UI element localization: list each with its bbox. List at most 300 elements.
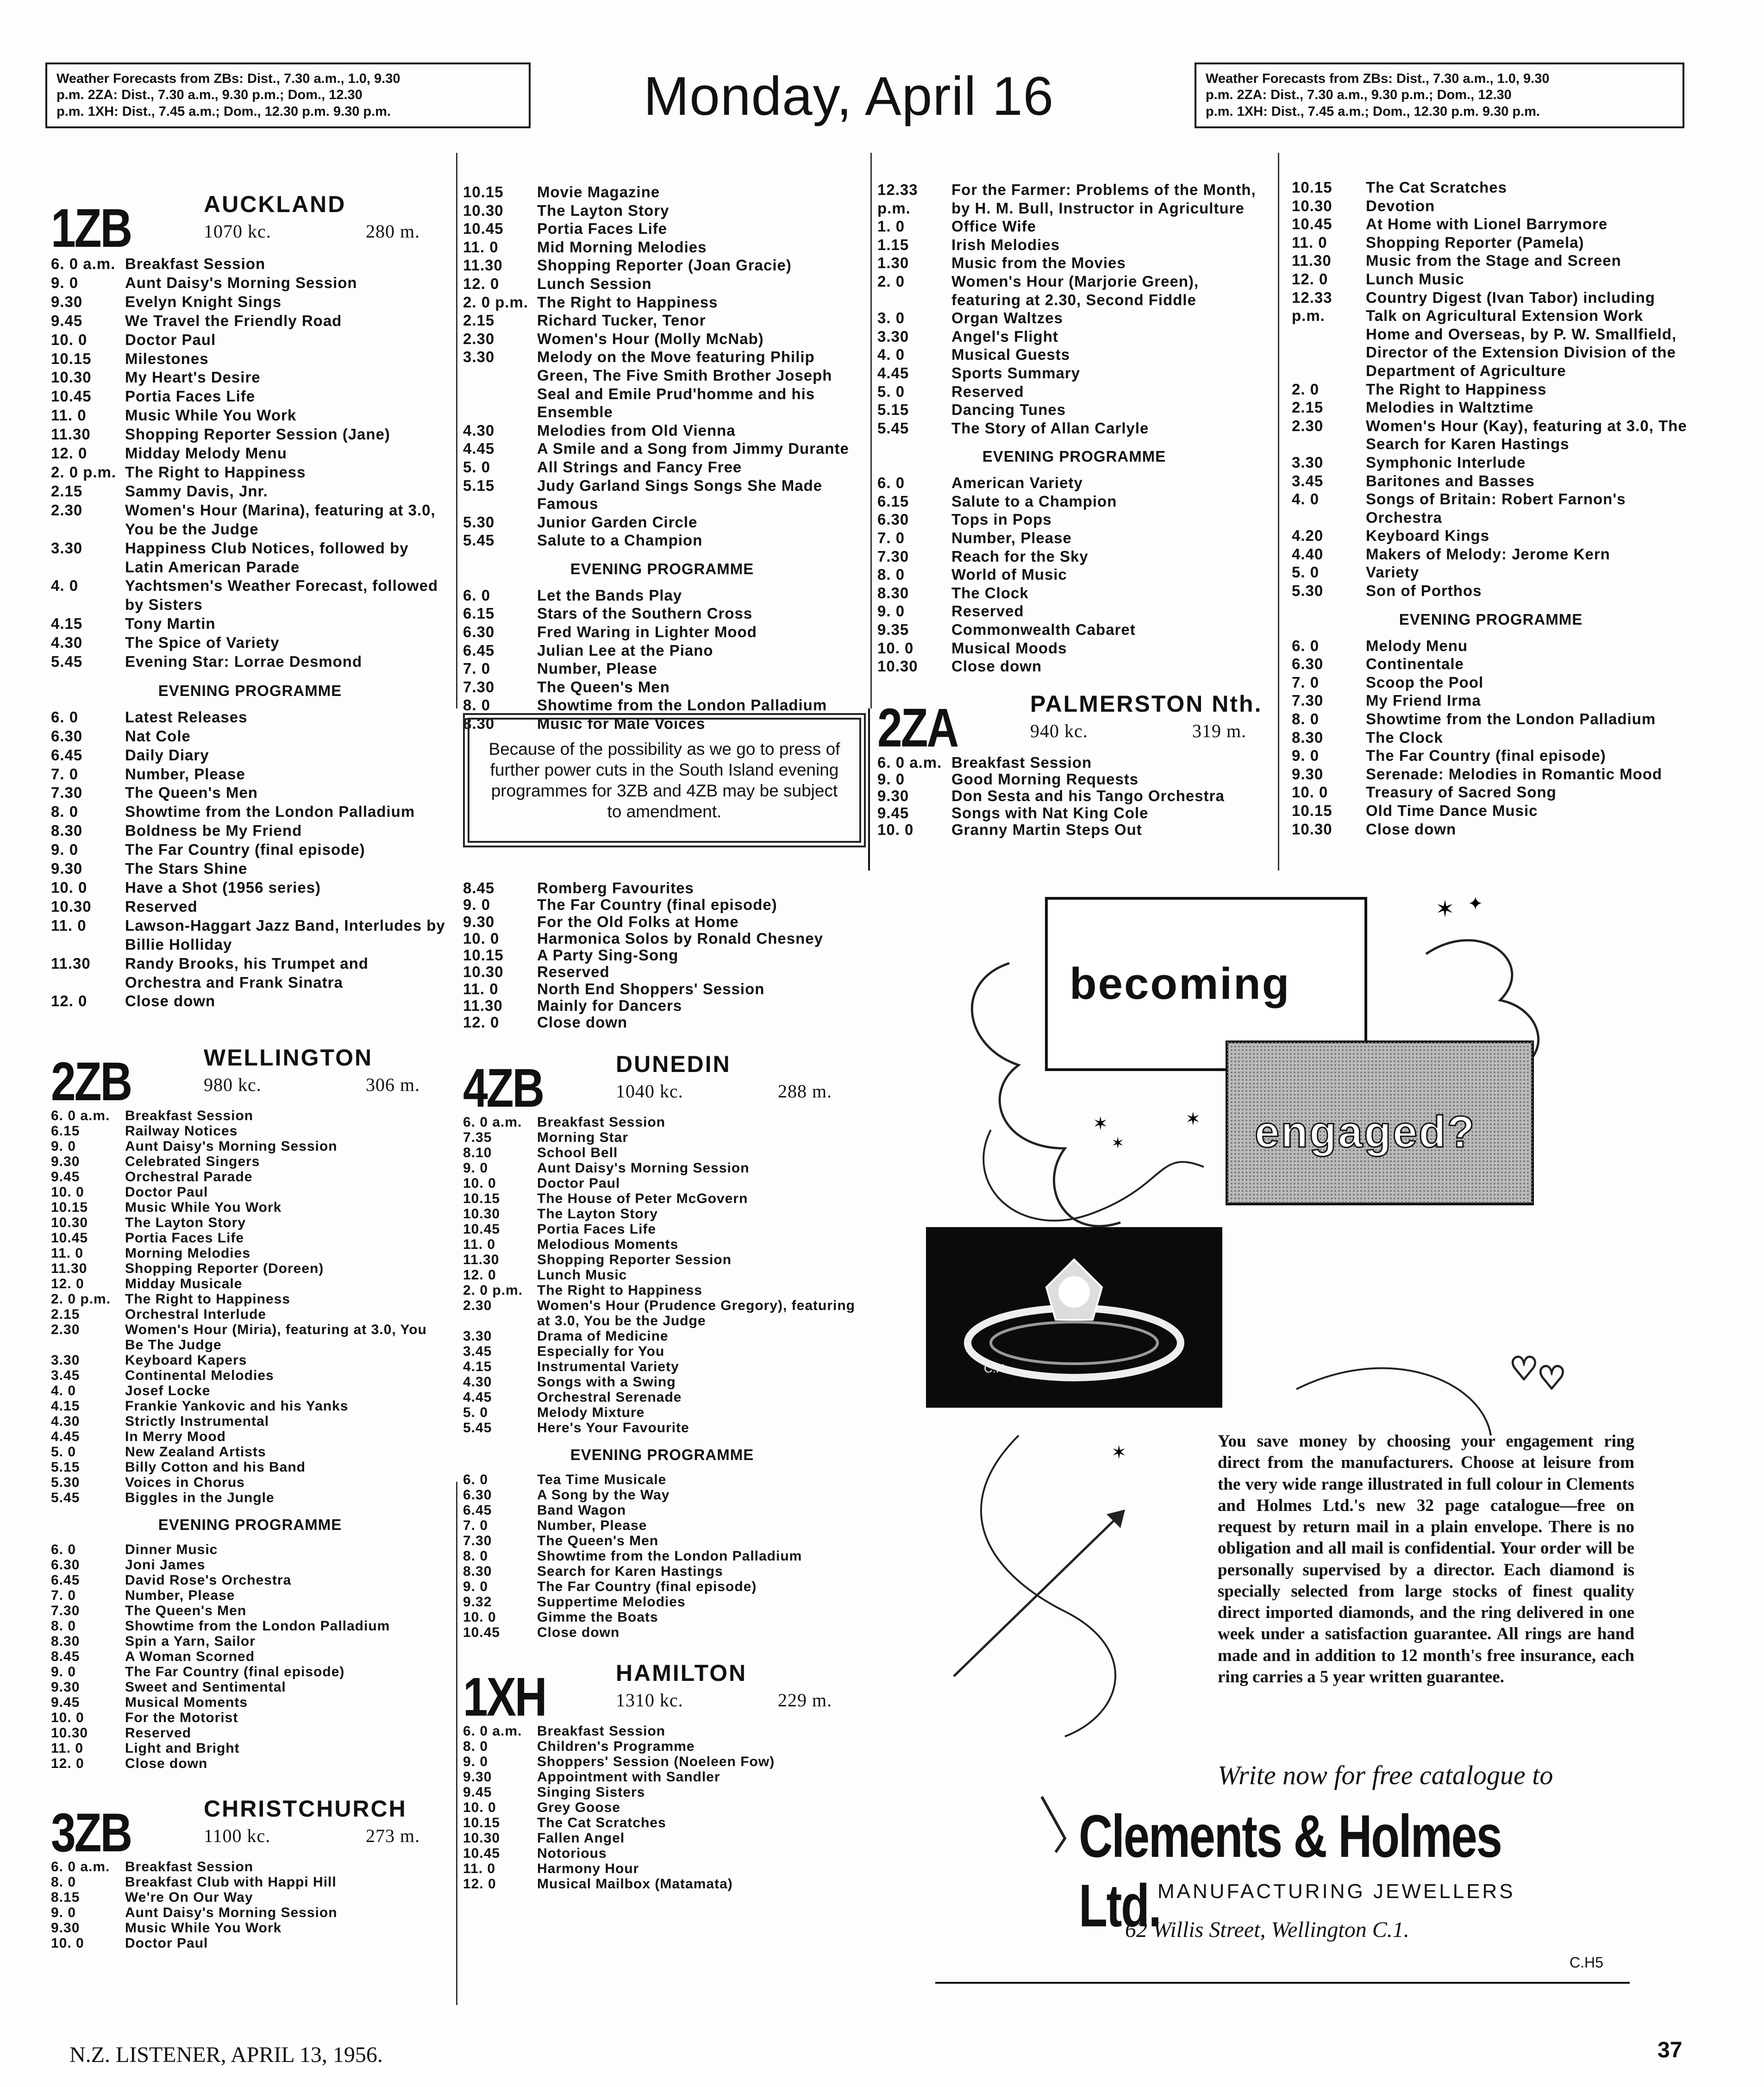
programme-time: 10.30 bbox=[1292, 820, 1332, 838]
programme-entry bbox=[51, 387, 449, 406]
programme-title: The Layton Story bbox=[537, 1206, 658, 1222]
station-wavelength: 288 m. bbox=[778, 1080, 832, 1102]
programme-time: 9.30 bbox=[51, 293, 83, 310]
programme-entry bbox=[877, 345, 1271, 364]
weather-line: p.m. 1XH: Dist., 7.45 a.m.; Dom., 12.30 p.m. 9.30 p.m. bbox=[1206, 104, 1540, 119]
programme-title: In Merry Mood bbox=[125, 1429, 226, 1445]
programme-time: 12.33 p.m. bbox=[1292, 288, 1332, 325]
ad-subtitle: MANUFACTURING JEWELLERS bbox=[1157, 1880, 1515, 1903]
programme-title: The Right to Happiness bbox=[125, 463, 306, 481]
programme-entry bbox=[463, 275, 861, 293]
programme-title: Fred Waring in Lighter Mood bbox=[537, 623, 757, 640]
programme-entry bbox=[877, 510, 1271, 529]
programme-entry bbox=[877, 254, 1271, 272]
programme-entry bbox=[463, 458, 861, 476]
evening-programme-heading: EVENING PROGRAMME bbox=[158, 682, 342, 699]
programme-entry bbox=[877, 657, 1271, 676]
programme-time: 11.30 bbox=[51, 954, 91, 972]
programme-title: A Smile and a Song from Jimmy Durante bbox=[537, 440, 849, 458]
programme-time: 7.30 bbox=[463, 1533, 492, 1548]
evening-programme-heading: EVENING PROGRAMME bbox=[158, 1516, 342, 1534]
programme-time: 6. 0 a.m. bbox=[51, 1859, 110, 1875]
station-call-sign: 2ZB bbox=[51, 1051, 131, 1113]
programme-entry bbox=[463, 623, 861, 641]
programme-entry bbox=[463, 348, 861, 421]
programme-time: 2.15 bbox=[51, 482, 83, 500]
programme-entry bbox=[51, 1460, 449, 1475]
programme-entry bbox=[51, 1185, 449, 1200]
programme-time: 12. 0 bbox=[51, 445, 88, 462]
programme-time: 9.45 bbox=[51, 1695, 80, 1711]
station-wavelength: 306 m. bbox=[366, 1074, 420, 1096]
programme-entry bbox=[877, 602, 1271, 620]
programme-time: 6. 0 bbox=[51, 708, 79, 726]
schedule-list bbox=[877, 754, 1271, 838]
programme-title: The Cat Scratches bbox=[1366, 179, 1507, 196]
programme-entry bbox=[463, 930, 861, 947]
programme-title: Orchestral Interlude bbox=[125, 1307, 267, 1322]
programme-title: Orchestral Serenade bbox=[537, 1389, 682, 1405]
programme-entry bbox=[51, 916, 449, 954]
programme-time: 10.15 bbox=[1292, 179, 1332, 196]
programme-time: 9. 0 bbox=[51, 1664, 76, 1680]
programme-entry bbox=[51, 783, 449, 802]
programme-title: Strictly Instrumental bbox=[125, 1414, 269, 1429]
programme-entry bbox=[463, 1533, 861, 1548]
station-city: DUNEDIN bbox=[616, 1051, 731, 1077]
programme-title: Songs of Britain: Robert Farnon's Orchestra bbox=[1366, 490, 1626, 526]
programme-title: My Friend Irma bbox=[1366, 692, 1481, 709]
programme-time: 10.30 bbox=[1292, 197, 1332, 214]
programme-entry bbox=[463, 1830, 861, 1846]
programme-time: 2.30 bbox=[463, 1297, 492, 1313]
programme-title: Close down bbox=[125, 992, 216, 1010]
programme-entry bbox=[1292, 728, 1690, 747]
programme-time: 6. 0 a.m. bbox=[51, 1108, 110, 1124]
programme-time: 7.30 bbox=[51, 784, 83, 802]
programme-entry bbox=[463, 659, 861, 678]
programme-time: 4. 0 bbox=[877, 346, 905, 364]
programme-time: 4.30 bbox=[463, 421, 495, 439]
programme-entry bbox=[1292, 820, 1690, 839]
programme-time: 8. 0 bbox=[463, 1548, 488, 1564]
programme-time: 12. 0 bbox=[51, 992, 88, 1010]
schedule-list bbox=[463, 1115, 861, 1435]
programme-title: Showtime from the London Palladium bbox=[125, 803, 415, 821]
programme-time: 7. 0 bbox=[463, 1517, 488, 1533]
column-rule bbox=[456, 1482, 457, 2005]
programme-time: 12. 0 bbox=[463, 275, 500, 292]
programme-title: Gimme the Boats bbox=[537, 1609, 658, 1625]
programme-entry bbox=[1292, 417, 1690, 453]
programme-entry bbox=[877, 419, 1271, 438]
programme-title: Salute to a Champion bbox=[951, 492, 1117, 510]
programme-time: 4.30 bbox=[463, 1374, 492, 1390]
programme-time: 6.45 bbox=[51, 746, 83, 764]
programme-time: 2.30 bbox=[51, 501, 83, 519]
programme-title: The Layton Story bbox=[537, 201, 669, 219]
programme-entry bbox=[51, 331, 449, 350]
programme-title: Milestones bbox=[125, 350, 209, 367]
programme-title: Musical Mailbox (Matamata) bbox=[537, 1876, 733, 1892]
programme-entry bbox=[51, 368, 449, 387]
programme-title: Harmony Hour bbox=[537, 1861, 639, 1876]
programme-title: Melodies from Old Vienna bbox=[537, 421, 736, 439]
programme-entry bbox=[463, 1222, 861, 1237]
programme-title: For the Old Folks at Home bbox=[537, 913, 739, 930]
programme-entry bbox=[877, 181, 1271, 217]
programme-entry bbox=[463, 586, 861, 605]
programme-title: Granny Martin Steps Out bbox=[951, 821, 1142, 838]
programme-entry bbox=[877, 771, 1271, 788]
station-header-3zb bbox=[51, 1794, 449, 1864]
programme-time: 7. 0 bbox=[51, 765, 79, 783]
programme-time: 10.15 bbox=[1292, 802, 1332, 819]
programme-entry bbox=[51, 501, 449, 539]
programme-title: Melody on the Move featuring Philip Green, The Five Smith Brother Joseph Seal and Emile Prud'homme and his Ensemble bbox=[537, 348, 832, 421]
programme-title: Melody Menu bbox=[1366, 637, 1468, 654]
programme-entry bbox=[463, 256, 861, 275]
programme-title: A Party Sing-Song bbox=[537, 946, 679, 964]
programme-entry bbox=[51, 1618, 449, 1634]
programme-entry bbox=[463, 1267, 861, 1283]
station-frequency: 940 kc. bbox=[1030, 720, 1088, 741]
arrow-icon bbox=[954, 1514, 1120, 1676]
page-title: Monday, April 16 bbox=[644, 66, 1054, 127]
station-frequency: 980 kc. bbox=[204, 1074, 262, 1096]
programme-time: 10.15 bbox=[463, 1191, 500, 1206]
programme-title: Shoppers' Session (Noeleen Fow) bbox=[537, 1754, 775, 1769]
programme-title: Yachtsmen's Weather Forecast, followed by Sisters bbox=[125, 577, 438, 614]
programme-time: 6.30 bbox=[1292, 655, 1324, 673]
programme-title: Breakfast Session bbox=[125, 1108, 254, 1124]
programme-entry bbox=[463, 1610, 861, 1625]
programme-title: Reserved bbox=[951, 382, 1024, 400]
programme-title: Songs with Nat King Cole bbox=[951, 804, 1149, 821]
ring-mark: C:H bbox=[984, 1361, 1005, 1375]
programme-time: 9.45 bbox=[51, 1169, 80, 1185]
programme-title: Lawson-Haggart Jazz Band, Interludes by Billie Holliday bbox=[125, 916, 445, 953]
programme-entry bbox=[51, 1398, 449, 1414]
programme-title: Band Wagon bbox=[537, 1502, 626, 1518]
programme-title: The Far Country (final episode) bbox=[125, 1664, 345, 1680]
programme-entry bbox=[51, 1920, 449, 1936]
programme-time: 7.35 bbox=[463, 1129, 492, 1145]
programme-time: 2.30 bbox=[463, 330, 495, 347]
programme-entry bbox=[463, 1014, 861, 1031]
programme-entry bbox=[463, 604, 861, 623]
programme-title: Portia Faces Life bbox=[537, 1221, 657, 1237]
programme-entry bbox=[463, 1548, 861, 1564]
programme-entry bbox=[51, 1741, 449, 1756]
ad-headline-1: becoming bbox=[1070, 959, 1291, 1009]
programme-entry bbox=[51, 1322, 449, 1353]
programme-title: Breakfast Session bbox=[537, 1114, 666, 1130]
programme-title: Number, Please bbox=[951, 529, 1072, 546]
programme-time: 2. 0 p.m. bbox=[463, 1282, 523, 1298]
programme-entry bbox=[1292, 710, 1690, 728]
programme-time: 2.15 bbox=[51, 1307, 80, 1322]
programme-time: 8.45 bbox=[463, 879, 495, 896]
programme-time: 10. 0 bbox=[463, 1609, 496, 1625]
programme-time: 10.45 bbox=[51, 388, 92, 405]
programme-time: 10.30 bbox=[51, 1215, 88, 1231]
programme-entry bbox=[463, 219, 861, 238]
programme-time: 11. 0 bbox=[463, 1861, 496, 1876]
programme-entry bbox=[463, 896, 861, 913]
programme-entry bbox=[877, 529, 1271, 547]
programme-time: 10.30 bbox=[877, 658, 918, 675]
programme-time: 10.15 bbox=[51, 350, 92, 367]
programme-title: Music from the Stage and Screen bbox=[1366, 252, 1621, 269]
programme-title: Reach for the Sky bbox=[951, 547, 1088, 565]
programme-time: 4.40 bbox=[1292, 545, 1324, 563]
programme-time: 5.45 bbox=[463, 1420, 492, 1435]
programme-time: 9. 0 bbox=[1292, 747, 1320, 765]
programme-time: 5.45 bbox=[877, 419, 909, 437]
programme-entry bbox=[1292, 270, 1690, 288]
programme-title: Songs with a Swing bbox=[537, 1374, 676, 1390]
programme-time: 6. 0 bbox=[877, 474, 905, 492]
programme-title: North End Shoppers' Session bbox=[537, 980, 765, 997]
programme-title: At Home with Lionel Barrymore bbox=[1366, 215, 1608, 233]
programme-entry bbox=[51, 1353, 449, 1368]
programme-time: 12.33 p.m. bbox=[877, 181, 918, 217]
programme-title: The House of Peter McGovern bbox=[537, 1191, 748, 1206]
programme-entry bbox=[51, 274, 449, 293]
programme-entry bbox=[463, 1625, 861, 1640]
programme-title: The Stars Shine bbox=[125, 860, 248, 877]
programme-entry bbox=[877, 382, 1271, 401]
programme-time: 8.30 bbox=[51, 822, 83, 840]
programme-title: A Song by the Way bbox=[537, 1487, 670, 1503]
programme-time: 9.32 bbox=[463, 1594, 492, 1610]
station-city: CHRISTCHURCH bbox=[204, 1796, 407, 1822]
programme-entry bbox=[51, 1123, 449, 1139]
schedule-list bbox=[463, 880, 861, 1031]
programme-time: 3.30 bbox=[463, 1328, 492, 1344]
programme-entry bbox=[463, 1503, 861, 1518]
programme-time: 10.45 bbox=[51, 1230, 88, 1246]
programme-time: 5.15 bbox=[463, 476, 495, 494]
programme-time: 9. 0 bbox=[51, 1905, 76, 1921]
schedule-list bbox=[463, 586, 861, 733]
station-header-1xh bbox=[463, 1659, 861, 1728]
programme-entry bbox=[1292, 288, 1690, 380]
programme-time: 11. 0 bbox=[51, 1246, 84, 1261]
programme-entry bbox=[1292, 398, 1690, 417]
programme-time: 10.30 bbox=[463, 1206, 500, 1222]
programme-time: 9.30 bbox=[877, 787, 909, 805]
programme-entry bbox=[51, 859, 449, 878]
programme-time: 10. 0 bbox=[51, 1710, 84, 1726]
programme-time: 6. 0 bbox=[463, 586, 491, 604]
programme-title: The Story of Allan Carlyle bbox=[951, 419, 1149, 437]
programme-time: 5. 0 bbox=[877, 382, 905, 400]
programme-time: 7. 0 bbox=[463, 660, 491, 677]
programme-title: Doctor Paul bbox=[125, 331, 216, 348]
programme-entry bbox=[463, 1420, 861, 1435]
programme-time: 11.30 bbox=[463, 997, 503, 1015]
programme-entry bbox=[463, 981, 861, 997]
programme-entry bbox=[877, 565, 1271, 584]
programme-title: Women's Hour (Miria), featuring at 3.0, You Be The Judge bbox=[125, 1322, 427, 1353]
ad-body-copy: You save money by choosing your engagement ring direct from the manufacturers. Choose at leisure from the very wide range illustrated in full colour in Clements and Holmes Ltd.'s new 32 page catalogue—free on request by return mail in a plain envelope. There is no obligation and all mail is confidential. Your order will be personally supervised by a director. Each diamond is specially selected from large stocks of finest quality direct imported diamonds, and the ring delivered in one week under a satisfaction guarantee. All rings are hand made and in addition to 12 month's free insurance, each ring carries a 5 year written guarantee. bbox=[1218, 1432, 1634, 1686]
programme-time: 12. 0 bbox=[463, 1267, 496, 1283]
programme-title: Breakfast Session bbox=[125, 255, 266, 272]
programme-title: Movie Magazine bbox=[537, 183, 660, 201]
programme-entry bbox=[463, 1145, 861, 1160]
programme-title: Shopping Reporter Session (Jane) bbox=[125, 426, 390, 443]
programme-entry bbox=[51, 1756, 449, 1771]
programme-entry bbox=[51, 1573, 449, 1588]
programme-title: Reserved bbox=[125, 897, 198, 915]
programme-entry bbox=[1292, 563, 1690, 582]
programme-time: 11.30 bbox=[51, 426, 91, 443]
programme-time: 6.45 bbox=[463, 1502, 492, 1518]
programme-title: Women's Hour (Marina), featuring at 3.0, You be the Judge bbox=[125, 501, 436, 538]
programme-time: 5. 0 bbox=[463, 458, 491, 476]
programme-entry bbox=[877, 805, 1271, 821]
programme-entry bbox=[51, 1603, 449, 1618]
programme-title: Morning Star bbox=[537, 1129, 628, 1145]
programme-time: 9.35 bbox=[877, 620, 909, 638]
programme-title: The Clock bbox=[1366, 728, 1443, 746]
programme-title: The Clock bbox=[951, 584, 1029, 602]
programme-title: Good Morning Requests bbox=[951, 771, 1139, 788]
programme-title: Singing Sisters bbox=[537, 1784, 645, 1800]
programme-time: 4. 0 bbox=[1292, 490, 1320, 508]
programme-entry bbox=[877, 821, 1271, 838]
programme-title: Breakfast Session bbox=[537, 1723, 666, 1739]
programme-time: 8.30 bbox=[877, 584, 909, 602]
programme-time: 8. 0 bbox=[877, 566, 905, 583]
schedule-list bbox=[1292, 637, 1690, 839]
programme-entry bbox=[463, 201, 861, 220]
schedule-list bbox=[51, 1542, 449, 1771]
programme-time: 10. 0 bbox=[51, 1185, 84, 1200]
ad-brand-name: Clements & Holmes Ltd. bbox=[1079, 1802, 1501, 1939]
programme-entry bbox=[51, 1139, 449, 1154]
programme-time: 5. 0 bbox=[463, 1404, 488, 1420]
evening-programme-heading: EVENING PROGRAMME bbox=[570, 560, 754, 577]
programme-time: 6. 0 a.m. bbox=[877, 753, 942, 771]
programme-entry bbox=[51, 1649, 449, 1664]
programme-title: Music While You Work bbox=[125, 407, 297, 424]
programme-entry bbox=[463, 1237, 861, 1252]
programme-title: The Spice of Variety bbox=[125, 634, 280, 652]
programme-time: 10.15 bbox=[51, 1200, 88, 1216]
station-frequency: 1100 kc. bbox=[204, 1825, 271, 1847]
programme-entry bbox=[463, 421, 861, 440]
programme-title: The Cat Scratches bbox=[537, 1815, 666, 1830]
programme-entry bbox=[51, 1874, 449, 1890]
programme-title: The Far Country (final episode) bbox=[125, 841, 365, 859]
programme-time: 9. 0 bbox=[463, 1754, 488, 1769]
programme-title: Angel's Flight bbox=[951, 327, 1058, 345]
schedule-list bbox=[1292, 178, 1690, 600]
programme-entry bbox=[51, 1261, 449, 1276]
star-icon: ✦ bbox=[1468, 893, 1483, 915]
programme-title: Showtime from the London Palladium bbox=[1366, 710, 1656, 727]
programme-title: Musical Moments bbox=[125, 1695, 248, 1711]
programme-entry bbox=[51, 1588, 449, 1603]
schedule-list bbox=[51, 1859, 449, 1951]
swirl-ribbon bbox=[983, 1130, 1204, 1221]
programme-title: Randy Brooks, his Trumpet and Orchestra and Frank Sinatra bbox=[125, 954, 369, 991]
swirl-ribbon bbox=[1296, 1368, 1491, 1435]
programme-title: Office Wife bbox=[951, 218, 1037, 235]
programme-entry bbox=[463, 964, 861, 980]
programme-entry bbox=[1292, 526, 1690, 545]
programme-time: 6.45 bbox=[463, 641, 495, 659]
programme-title: Serenade: Melodies in Romantic Mood bbox=[1366, 765, 1663, 783]
evening-programme-heading: EVENING PROGRAMME bbox=[982, 448, 1166, 465]
programme-time: 5.30 bbox=[463, 513, 495, 531]
programme-time: 7. 0 bbox=[51, 1588, 76, 1604]
programme-title: Reserved bbox=[125, 1725, 192, 1741]
programme-title: Portia Faces Life bbox=[537, 220, 668, 238]
programme-title: Reserved bbox=[951, 602, 1024, 620]
programme-time: 10.30 bbox=[463, 963, 504, 981]
programme-time: 9.30 bbox=[51, 1920, 80, 1936]
column-1 bbox=[51, 176, 449, 1951]
programme-title: The Layton Story bbox=[125, 1215, 246, 1231]
programme-time: 11.30 bbox=[51, 1261, 88, 1277]
programme-time: 11.30 bbox=[1292, 252, 1332, 269]
programme-title: Fallen Angel bbox=[537, 1830, 625, 1846]
programme-time: 6.30 bbox=[463, 623, 495, 640]
programme-time: 6. 0 bbox=[1292, 637, 1320, 654]
programme-title: Aunt Daisy's Morning Session bbox=[125, 1905, 338, 1921]
programme-title: Breakfast Club with Happi Hill bbox=[125, 1874, 337, 1890]
programme-time: 6.45 bbox=[51, 1573, 80, 1588]
programme-title: Shopping Reporter Session bbox=[537, 1252, 732, 1267]
programme-time: 7.30 bbox=[1292, 692, 1324, 709]
programme-title: We Travel the Friendly Road bbox=[125, 312, 342, 329]
programme-title: The Queen's Men bbox=[125, 784, 258, 802]
programme-time: 12. 0 bbox=[51, 1756, 84, 1772]
programme-entry bbox=[463, 1160, 861, 1176]
programme-time: 4.45 bbox=[51, 1429, 80, 1445]
programme-time: 3.30 bbox=[877, 327, 909, 345]
programme-time: 10. 0 bbox=[1292, 783, 1328, 801]
ad-reference-code: C.H5 bbox=[1570, 1954, 1603, 1971]
programme-time: 6. 0 bbox=[51, 1542, 76, 1558]
programme-title: Women's Hour (Marjorie Green), featuring at 2.30, Second Fiddle bbox=[951, 272, 1199, 308]
column-2-lower bbox=[463, 880, 861, 1892]
programme-entry bbox=[1292, 197, 1690, 215]
programme-title: A Woman Scorned bbox=[125, 1649, 255, 1665]
ad-address: 62 Willis Street, Wellington C.1. bbox=[1125, 1918, 1409, 1942]
programme-entry bbox=[463, 1283, 861, 1298]
programme-title: Son of Porthos bbox=[1366, 582, 1482, 600]
programme-entry bbox=[51, 746, 449, 765]
station-call-sign: 2ZA bbox=[877, 697, 957, 758]
programme-entry bbox=[51, 1444, 449, 1460]
programme-time: 9.30 bbox=[51, 860, 83, 877]
programme-title: Commonwealth Cabaret bbox=[951, 620, 1136, 638]
programme-entry bbox=[463, 1785, 861, 1800]
programme-title: Evelyn Knight Sings bbox=[125, 293, 282, 310]
station-city: WELLINGTON bbox=[204, 1045, 373, 1071]
programme-time: 10.45 bbox=[1292, 215, 1332, 233]
programme-title: Irish Melodies bbox=[951, 236, 1060, 253]
programme-time: 11.30 bbox=[463, 1252, 500, 1267]
programme-entry bbox=[51, 1490, 449, 1505]
programme-time: 10.45 bbox=[463, 1221, 500, 1237]
weather-forecast-box-left bbox=[45, 63, 531, 128]
